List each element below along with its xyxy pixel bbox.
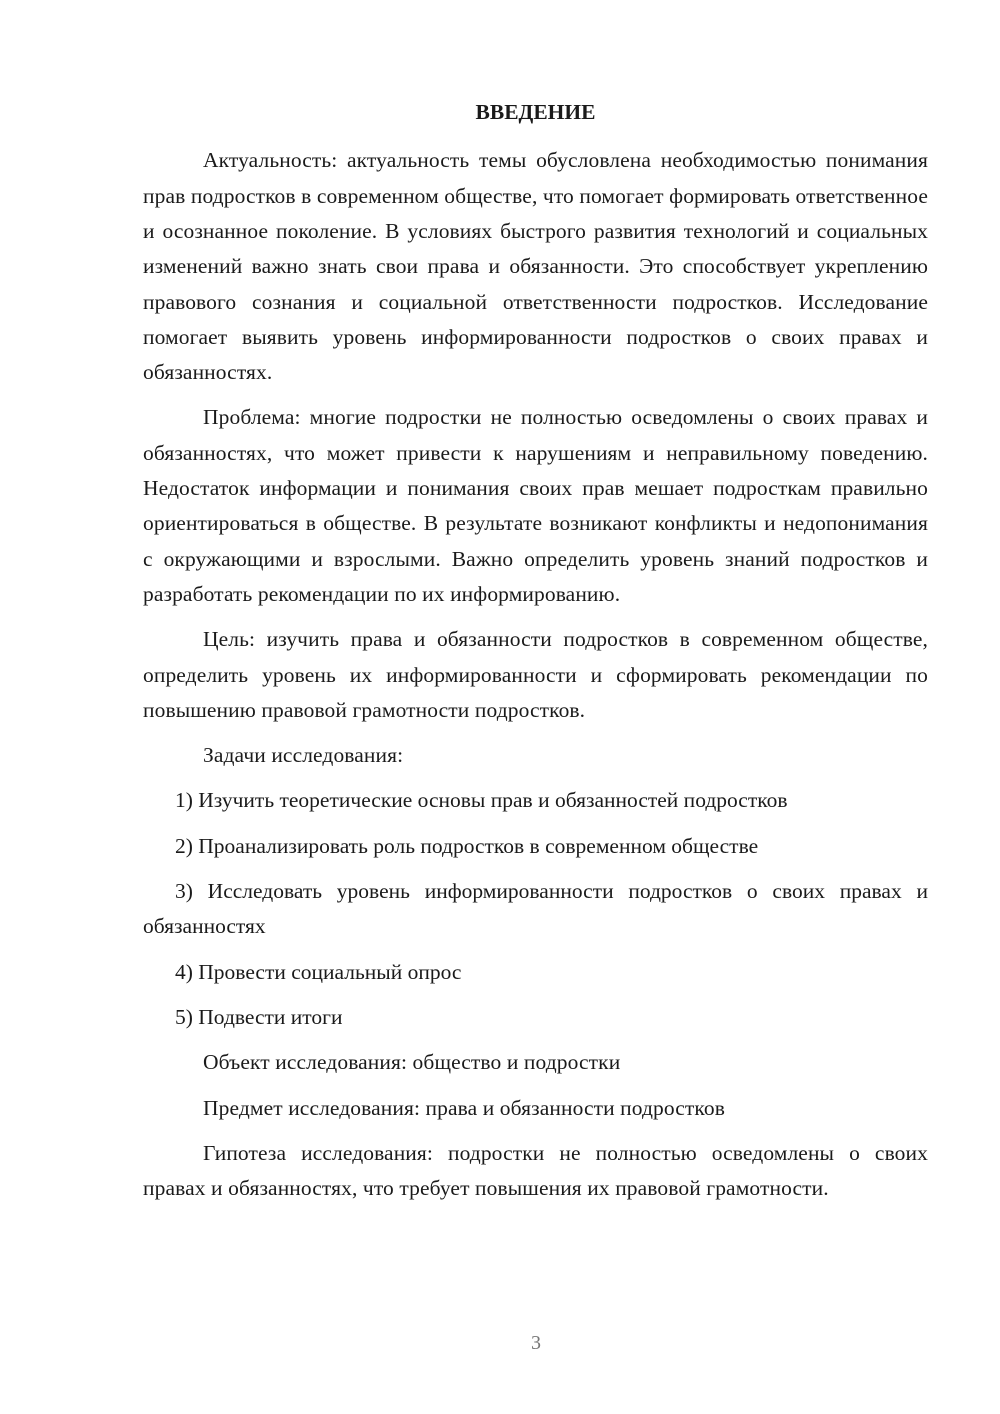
paragraph-goal: Цель: изучить права и обязанности подростков в современном обществе, определить уровень их информированности и сформировать рекомендации по повышению правовой грамотности подростков. (143, 627, 928, 722)
tasks-heading: Задачи исследования: (203, 743, 404, 768)
paragraph-object: Объект исследования: общество и подростки (203, 1050, 621, 1075)
task-item-3: 3) Исследовать уровень информированности подростков о своих правах и обязанностях (143, 879, 928, 939)
section-title: ВВЕДЕНИЕ (475, 100, 596, 124)
task-item-1: 1) Изучить теоретические основы прав и обязанностей подростков (175, 788, 788, 813)
page-content (143, 95, 928, 1216)
task-item-2: 2) Проанализировать роль подростков в современном обществе (175, 833, 759, 858)
page-number: 3 (531, 1332, 541, 1354)
paragraph-hypothesis: Гипотеза исследования: подростки не полностью осведомлены о своих правах и обязанностях, что требует повышения их правовой грамотности. (143, 1140, 928, 1201)
paragraph-problem: Проблема: многие подростки не полностью осведомлены о своих правах и обязанностях, что может привести к нарушениям и неправильному поведению. Недостаток информации и понимания своих прав мешает подросткам правильно ориентироваться в обществе. В результате возникают конфликты и недопонимания с окружающими и взрослыми. Важно определить уровень знаний подростков и разработать рекомендации по их информированию. (143, 405, 928, 606)
paragraph-relevance: Актуальность: актуальность темы обусловлена необходимостью понимания прав подростков в современном обществе, что помогает формировать ответственное и осознанное поколение. В условиях быстрого развития технологий и социальных изменений важно знать свои права и обязанности. Это способствует укреплению правового сознания и социальной ответственности подростков. Исследование помогает выявить уровень информированности подростков о своих правах и обязанностях. (143, 148, 928, 385)
task-item-5: 5) Подвести итоги (175, 1004, 343, 1029)
task-item-4: 4) Провести социальный опрос (175, 959, 462, 984)
paragraph-subject: Предмет исследования: права и обязанности подростков (203, 1095, 725, 1120)
